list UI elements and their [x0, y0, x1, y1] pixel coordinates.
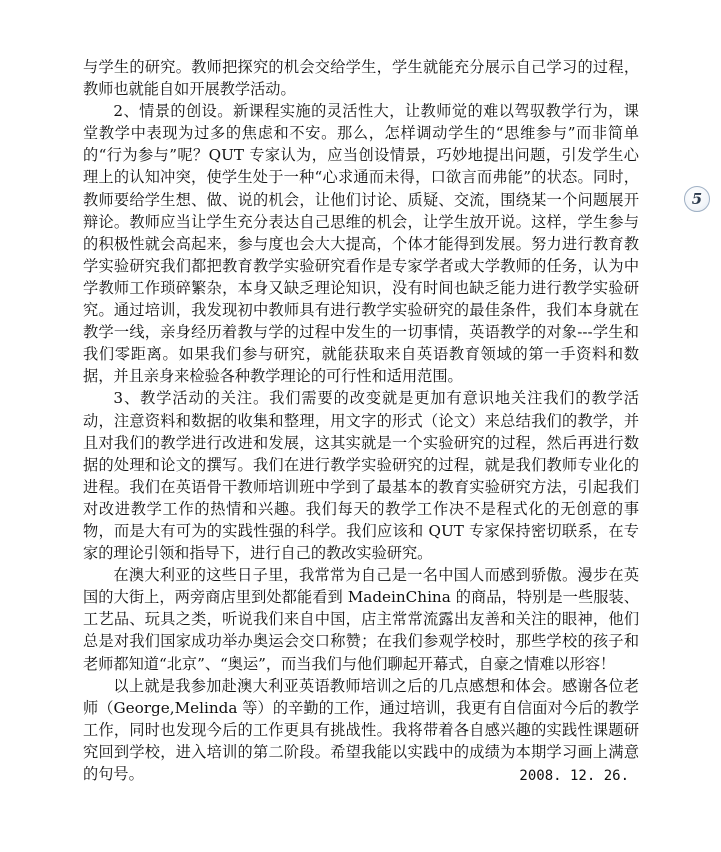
paragraph-conclusion: 以上就是我参加赴澳大利亚英语教师培训之后的几点感想和体会。感谢各位老师（George,Melinda 等）的辛勤的工作，通过培训，我更有自信面对今后的教学工作，同时也发现今后的工作更具有挑战性。我将带着各自感兴趣的实践性课题研究回到学校，进入培训的第二阶段。希望我能以实践中的成绩为本期学习画上满意的句号。 [83, 676, 639, 783]
page-number-badge-icon [684, 186, 710, 212]
paragraph-intro: 与学生的研究。教师把探究的机会交给学生，学生就能充分展示自己学习的过程，教师也就能自如开展教学活动。 [83, 58, 639, 99]
paragraph-scenario-creation: 2、情景的创设。新课程实施的灵活性大，让教师觉的难以驾驭教学行为，课堂教学中表现为过多的焦虑和不安。那么，怎样调动学生的“思维参与”而非简单的“行为参与”呢？QUT 专家认为，应当创设情景，巧妙地提出问题，引发学生心理上的认知冲突，使学生处于一种“心求通而未得，口欲言而弗能”的状态。同时，教师要给学生想、做、说的机会，让他们讨论、质疑、交流，围绕某一个问题展开辩论。教师应当让学生充分表达自己思维的机会，让学生放开说。这样，学生参与的积极性就会高起来，参与度也会大大提高，个体才能得到发展。努力进行教育教学实验研究我们都把教育教学实验研究看作是专家学者或大学教师的任务，认为中学教师工作琐碎繁杂，本身又缺乏理论知识，没有时间也缺乏能力进行教学实验研究。通过培训，我发现初中教师具有进行教学实验研究的最佳条件，我们本身就在教学一线，亲身经历着教与学的过程中发生的一切事情，英语教学的对象---学生和我们零距离。如果我们参与研究，就能获取来自英语教育领域的第一手资料和数据，并且亲身来检验各种教学理论的可行性和适用范围。 [83, 102, 639, 386]
paragraph-australia-experience: 在澳大利亚的这些日子里，我常常为自己是一名中国人而感到骄傲。漫步在英国的大街上，两旁商店里到处都能看到 MadeinChina 的商品，特别是一些服装、工艺品、玩具之类，听说我们来自中国，店主常常流露出友善和关注的眼神，他们总是对我们国家成功举办奥运会交口称赞；在我们参观学校时，那些学校的孩子和老师都知道“北京”、“奥运”，而当我们与他们聊起开幕式，自豪之情难以形容！ [83, 566, 639, 673]
page-number: 5 [691, 189, 703, 208]
document-date: 2008. 12. 26. [519, 768, 629, 784]
document-body [83, 56, 639, 785]
paragraph-teaching-activity: 3、教学活动的关注。我们需要的改变就是更加有意识地关注我们的教学活动，注意资料和数据的收集和整理，用文字的形式（论文）来总结我们的教学，并且对我们的教学进行改进和发展，这其实就是一个实验研究的过程，然后再进行数据的处理和论文的撰写。我们在进行教学实验研究的过程，就是我们教师专业化的进程。我们在英语骨干教师培训班中学到了最基本的教育实验研究方法，引起我们对改进教学工作的热情和兴趣。我们每天的教学工作决不是程式化的无创意的事物，而是大有可为的实践性强的科学。我们应该和 QUT 专家保持密切联系，在专家的理论引领和指导下，进行自己的教改实验研究。 [83, 389, 639, 563]
